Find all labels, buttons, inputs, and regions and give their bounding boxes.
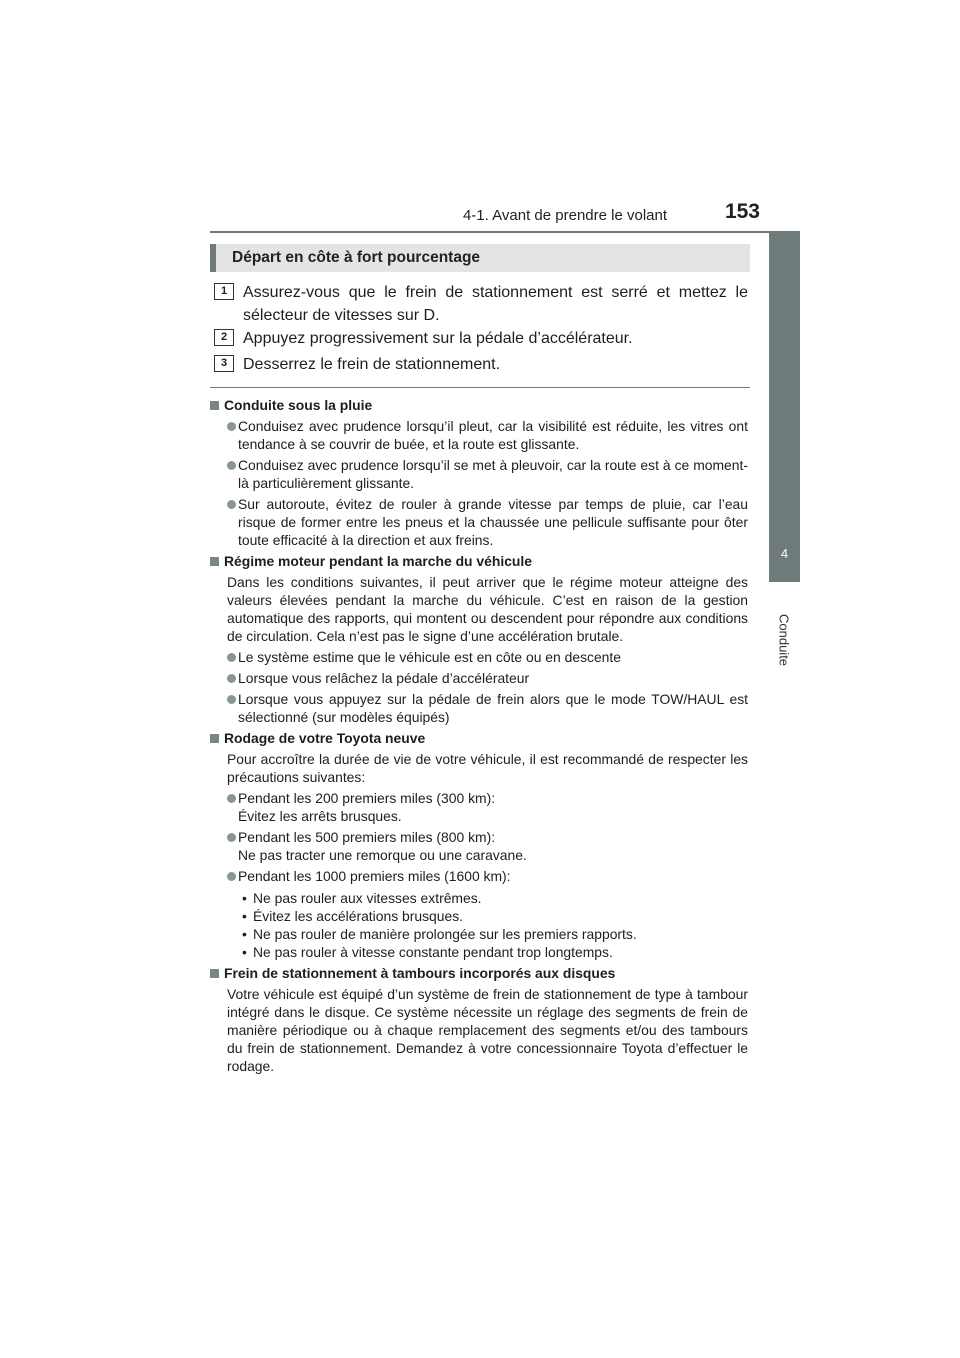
sub-list-item: • Ne pas rouler aux vitesses extrêmes. <box>242 890 482 906</box>
header-section-title: 4-1. Avant de prendre le volant <box>462 207 667 224</box>
list-item: Lorsque vous appuyez sur la pédale de frein alors que le mode TOW/HAUL est sélectionné (sur modèles équipés) <box>210 690 748 726</box>
heading-engine-speed: Régime moteur pendant la marche du véhicule <box>210 552 748 570</box>
sub-list-item: • Ne pas rouler de manière prolongée sur les premiers rapports. <box>242 926 637 942</box>
paragraph: Pour accroître la durée de vie de votre véhicule, il est recommandé de respecter les précautions suivantes: <box>227 751 748 785</box>
paragraph: Dans les conditions suivantes, il peut arriver que le régime moteur atteigne des valeurs élevées pendant la marche du véhicule. C’est en raison de la gestion automatique des rapports, qui montent ou descendent pour répondre aux conditions de circulation. Cela n’est pas le signe d’une accélération brutale. <box>227 574 748 644</box>
list-item: Conduisez avec prudence lorsqu’il pleut, car la visibilité est réduite, les vitres ont tendance à se couvrir de buée, et la route est glissante. <box>210 417 748 453</box>
step-1 <box>214 281 748 327</box>
list-item: Le système estime que le véhicule est en côte ou en descente <box>210 648 748 666</box>
page-number: 153 <box>724 200 760 223</box>
side-tab-label: Conduite <box>776 614 792 667</box>
sub-list-item: • Évitez les accélérations brusques. <box>242 908 464 924</box>
step-text: Desserrez le frein de stationnement. <box>243 356 501 373</box>
round-bullet-icon <box>227 500 236 509</box>
square-bullet-icon <box>210 969 219 978</box>
round-bullet-icon <box>227 872 236 881</box>
square-bullet-icon <box>210 401 219 410</box>
list-item: Pendant les 200 premiers miles (300 km): Évitez les arrêts brusques. <box>210 789 748 825</box>
step-number: 2 <box>214 329 234 346</box>
heading-break-in: Rodage de votre Toyota neuve <box>210 729 748 747</box>
side-tab-upper <box>769 233 800 486</box>
step-text: Appuyez progressivement sur la pédale d’accélérateur. <box>243 330 633 347</box>
heading-parking-brake: Frein de stationnement à tambours incorporés aux disques <box>210 964 748 982</box>
round-bullet-icon <box>227 461 236 470</box>
list-item: Lorsque vous relâchez la pédale d’accélérateur <box>210 669 748 687</box>
side-tab-number: 4 <box>780 546 789 561</box>
list-item: Pendant les 1000 premiers miles (1600 km): <box>210 867 748 885</box>
step-text: Assurez-vous que le frein de stationnement est serré et mettez le sélecteur de vitesses sur D. <box>243 284 748 324</box>
square-bullet-icon <box>210 557 219 566</box>
step-number: 3 <box>214 355 234 372</box>
round-bullet-icon <box>227 833 236 842</box>
round-bullet-icon <box>227 674 236 683</box>
step-2 <box>214 327 748 350</box>
notes-content <box>210 396 748 1078</box>
sub-list-item: • Ne pas rouler à vitesse constante pendant trop longtemps. <box>242 944 613 960</box>
list-item: Conduisez avec prudence lorsqu’il se met à pleuvoir, car la route est à ce moment-là particulièrement glissante. <box>210 456 748 492</box>
round-bullet-icon <box>227 695 236 704</box>
header-rule <box>210 231 800 233</box>
list-item: Sur autoroute, évitez de rouler à grande vitesse par temps de pluie, car l’eau risque de former entre les pneus et la chaussée une pellicule suffisante pour ôter toute efficacité à la direction et aux freins. <box>210 495 748 549</box>
section-heading-box <box>210 244 750 272</box>
section-heading: Départ en côte à fort pourcentage <box>232 249 481 266</box>
round-bullet-icon <box>227 653 236 662</box>
list-item: Pendant les 500 premiers miles (800 km): Ne pas tracter une remorque ou une caravane. <box>210 828 748 864</box>
paragraph: Votre véhicule est équipé d’un système de frein de stationnement de type à tambour intégré dans le disque. Ce système nécessite un réglage des segments de frein de manière périodique ou à chaque remplacement des segments et/ou des tambours du frein de stationnement. Demandez à votre concessionnaire Toyota d’effectuer le rodage. <box>227 986 748 1074</box>
step-number: 1 <box>214 283 234 300</box>
heading-rain: Conduite sous la pluie <box>210 396 748 414</box>
round-bullet-icon <box>227 794 236 803</box>
square-bullet-icon <box>210 734 219 743</box>
step-3 <box>214 353 748 376</box>
section-divider <box>210 387 750 388</box>
round-bullet-icon <box>227 422 236 431</box>
side-tab-chapter <box>769 486 800 582</box>
